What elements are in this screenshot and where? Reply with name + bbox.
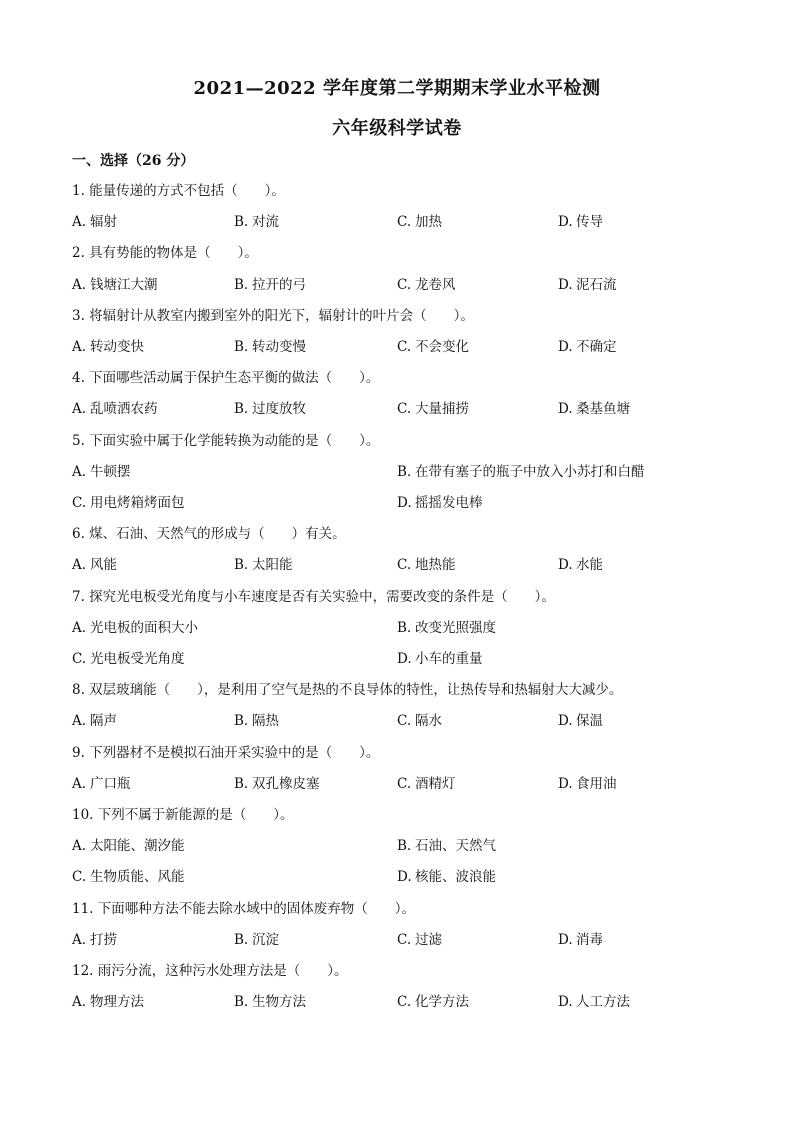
option-a bbox=[72, 399, 158, 419]
option-text: 风能 bbox=[90, 557, 117, 573]
option-letter: B. bbox=[234, 932, 249, 948]
option-text: 钱塘江大潮 bbox=[90, 277, 158, 293]
option-text: 生物方法 bbox=[252, 994, 306, 1010]
question-stem: 8. 双层玻璃能（ ），是利用了空气是热的不良导体的特性，让热传导和热辐射大大减少。 bbox=[72, 682, 623, 698]
option-letter: B. bbox=[234, 277, 249, 293]
option-c bbox=[397, 774, 456, 794]
option-letter: A. bbox=[72, 339, 87, 355]
question-stem: 9. 下列器材不是模拟石油开采实验中的是（ ）。 bbox=[72, 745, 380, 761]
option-letter: D. bbox=[558, 557, 573, 573]
option-text: 核能、波浪能 bbox=[415, 869, 496, 885]
option-c bbox=[397, 992, 469, 1012]
option-text: 过度放牧 bbox=[252, 401, 306, 417]
option-letter: B. bbox=[397, 838, 412, 854]
option-a bbox=[72, 992, 144, 1012]
exam-title: 2021—2022 学年度第二学期期末学业水平检测 bbox=[193, 78, 601, 99]
option-b bbox=[234, 711, 279, 731]
option-c bbox=[72, 867, 185, 887]
option-letter: B. bbox=[397, 620, 412, 636]
option-letter: C. bbox=[397, 713, 412, 729]
option-b bbox=[234, 930, 279, 950]
option-letter: C. bbox=[397, 557, 412, 573]
option-d bbox=[397, 867, 496, 887]
option-text: 加热 bbox=[415, 214, 442, 230]
option-text: 石油、天然气 bbox=[415, 838, 496, 854]
option-letter: D. bbox=[558, 994, 573, 1010]
option-d bbox=[558, 774, 617, 794]
option-text: 乱喷洒农药 bbox=[90, 401, 158, 417]
option-letter: B. bbox=[234, 214, 249, 230]
option-letter: A. bbox=[72, 557, 87, 573]
option-text: 牛顿摆 bbox=[90, 464, 131, 480]
option-b bbox=[234, 212, 279, 232]
option-text: 传导 bbox=[576, 214, 603, 230]
question-stem: 1. 能量传递的方式不包括（ ）。 bbox=[72, 183, 285, 199]
option-c bbox=[72, 649, 185, 669]
option-letter: B. bbox=[234, 994, 249, 1010]
question-stem: 10. 下列不属于新能源的是（ ）。 bbox=[72, 807, 294, 823]
option-letter: A. bbox=[72, 776, 87, 792]
option-text: 沉淀 bbox=[252, 932, 279, 948]
option-text: 不确定 bbox=[576, 339, 617, 355]
option-text: 人工方法 bbox=[576, 994, 630, 1010]
option-letter: D. bbox=[558, 401, 573, 417]
option-c bbox=[397, 337, 469, 357]
option-a bbox=[72, 711, 117, 731]
option-a bbox=[72, 618, 198, 638]
option-b bbox=[234, 275, 306, 295]
option-text: 过滤 bbox=[415, 932, 442, 948]
option-b bbox=[234, 992, 306, 1012]
option-text: 摇摇发电棒 bbox=[415, 495, 483, 511]
option-letter: C. bbox=[397, 214, 412, 230]
option-text: 生物质能、风能 bbox=[90, 869, 185, 885]
option-text: 保温 bbox=[576, 713, 603, 729]
option-letter: C. bbox=[397, 277, 412, 293]
option-letter: C. bbox=[72, 651, 87, 667]
option-letter: B. bbox=[234, 339, 249, 355]
question-stem: 2. 具有势能的物体是（ ）。 bbox=[72, 245, 258, 261]
option-text: 水能 bbox=[576, 557, 603, 573]
option-letter: B. bbox=[234, 713, 249, 729]
question-stem: 3. 将辐射计从教室内搬到室外的阳光下，辐射计的叶片会（ ）。 bbox=[72, 308, 474, 324]
option-d bbox=[558, 992, 630, 1012]
option-letter: A. bbox=[72, 401, 87, 417]
option-text: 地热能 bbox=[415, 557, 456, 573]
option-text: 不会变化 bbox=[415, 339, 469, 355]
option-letter: C. bbox=[397, 339, 412, 355]
option-letter: A. bbox=[72, 464, 87, 480]
option-text: 小车的重量 bbox=[415, 651, 483, 667]
option-text: 食用油 bbox=[576, 776, 617, 792]
option-a bbox=[72, 836, 185, 856]
option-text: 隔声 bbox=[90, 713, 117, 729]
option-text: 转动变快 bbox=[90, 339, 144, 355]
option-letter: D. bbox=[558, 932, 573, 948]
option-a bbox=[72, 930, 117, 950]
option-d bbox=[558, 212, 603, 232]
option-text: 酒精灯 bbox=[415, 776, 456, 792]
option-text: 物理方法 bbox=[90, 994, 144, 1010]
option-c bbox=[397, 275, 456, 295]
option-text: 桑基鱼塘 bbox=[576, 401, 630, 417]
option-letter: D. bbox=[397, 869, 412, 885]
option-text: 光电板的面积大小 bbox=[90, 620, 198, 636]
option-text: 太阳能、潮汐能 bbox=[90, 838, 185, 854]
option-a bbox=[72, 462, 131, 482]
option-text: 双孔橡皮塞 bbox=[252, 776, 320, 792]
exam-subtitle: 六年级科学试卷 bbox=[332, 118, 462, 139]
option-text: 转动变慢 bbox=[252, 339, 306, 355]
option-text: 对流 bbox=[252, 214, 279, 230]
option-text: 泥石流 bbox=[576, 277, 617, 293]
option-text: 打捞 bbox=[90, 932, 117, 948]
option-letter: A. bbox=[72, 932, 87, 948]
option-a bbox=[72, 337, 144, 357]
option-d bbox=[558, 930, 603, 950]
option-d bbox=[558, 399, 630, 419]
option-text: 大量捕捞 bbox=[415, 401, 469, 417]
option-b bbox=[234, 337, 306, 357]
option-c bbox=[397, 555, 456, 575]
option-text: 龙卷风 bbox=[415, 277, 456, 293]
option-letter: C. bbox=[72, 495, 87, 511]
option-c bbox=[397, 930, 442, 950]
question-stem: 6. 煤、石油、天然气的形成与（ ）有关。 bbox=[72, 526, 346, 542]
option-letter: A. bbox=[72, 214, 87, 230]
option-b bbox=[234, 399, 306, 419]
option-letter: A. bbox=[72, 994, 87, 1010]
question-stem: 5. 下面实验中属于化学能转换为动能的是（ ）。 bbox=[72, 433, 380, 449]
option-letter: A. bbox=[72, 838, 87, 854]
option-d bbox=[558, 711, 603, 731]
option-letter: A. bbox=[72, 713, 87, 729]
question-stem: 11. 下面哪种方法不能去除水域中的固体废弃物（ ）。 bbox=[72, 901, 416, 917]
option-letter: B. bbox=[234, 401, 249, 417]
option-text: 用电烤箱烤面包 bbox=[90, 495, 185, 511]
option-letter: B. bbox=[234, 557, 249, 573]
option-d bbox=[558, 275, 617, 295]
option-letter: B. bbox=[234, 776, 249, 792]
option-letter: C. bbox=[397, 994, 412, 1010]
option-b bbox=[397, 836, 496, 856]
option-letter: C. bbox=[397, 932, 412, 948]
option-text: 在带有塞子的瓶子中放入小苏打和白醋 bbox=[415, 464, 645, 480]
option-b bbox=[234, 555, 293, 575]
option-d bbox=[397, 649, 483, 669]
option-a bbox=[72, 774, 131, 794]
option-c bbox=[397, 212, 442, 232]
option-b bbox=[397, 462, 645, 482]
option-text: 隔水 bbox=[415, 713, 442, 729]
option-text: 广口瓶 bbox=[90, 776, 131, 792]
question-stem: 7. 探究光电板受光角度与小车速度是否有关实验中，需要改变的条件是（ ）。 bbox=[72, 589, 555, 605]
option-c bbox=[397, 711, 442, 731]
option-d bbox=[558, 555, 603, 575]
option-text: 太阳能 bbox=[252, 557, 293, 573]
option-b bbox=[234, 774, 320, 794]
question-stem: 4. 下面哪些活动属于保护生态平衡的做法（ ）。 bbox=[72, 370, 380, 386]
option-letter: D. bbox=[558, 776, 573, 792]
option-letter: A. bbox=[72, 277, 87, 293]
option-text: 辐射 bbox=[90, 214, 117, 230]
option-d bbox=[558, 337, 617, 357]
option-c bbox=[72, 493, 185, 513]
option-text: 改变光照强度 bbox=[415, 620, 496, 636]
question-stem: 12. 雨污分流，这种污水处理方法是（ ）。 bbox=[72, 963, 348, 979]
option-text: 隔热 bbox=[252, 713, 279, 729]
option-text: 拉开的弓 bbox=[252, 277, 306, 293]
option-letter: B. bbox=[397, 464, 412, 480]
option-letter: D. bbox=[558, 713, 573, 729]
option-a bbox=[72, 275, 158, 295]
option-letter: C. bbox=[72, 869, 87, 885]
option-text: 光电板受光角度 bbox=[90, 651, 185, 667]
section-heading: 一、选择（26 分） bbox=[72, 153, 195, 169]
option-text: 化学方法 bbox=[415, 994, 469, 1010]
option-letter: D. bbox=[558, 339, 573, 355]
option-text: 消毒 bbox=[576, 932, 603, 948]
option-a bbox=[72, 212, 117, 232]
option-letter: D. bbox=[558, 277, 573, 293]
option-letter: D. bbox=[397, 651, 412, 667]
option-b bbox=[397, 618, 496, 638]
option-letter: D. bbox=[397, 495, 412, 511]
option-a bbox=[72, 555, 117, 575]
option-letter: C. bbox=[397, 776, 412, 792]
option-d bbox=[397, 493, 483, 513]
option-letter: D. bbox=[558, 214, 573, 230]
option-c bbox=[397, 399, 469, 419]
option-letter: C. bbox=[397, 401, 412, 417]
option-letter: A. bbox=[72, 620, 87, 636]
